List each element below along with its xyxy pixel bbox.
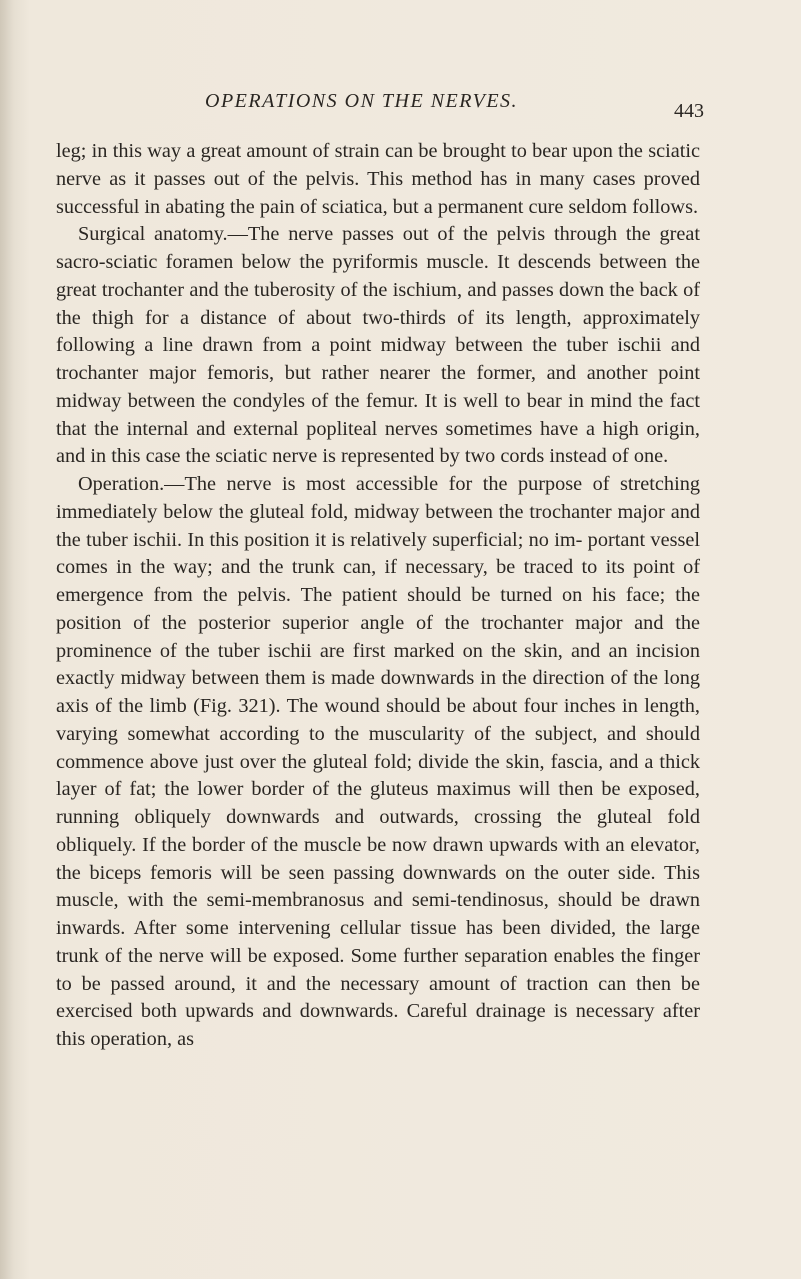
page-number: 443 xyxy=(674,100,704,122)
running-head xyxy=(55,78,755,128)
paragraph-surgical-anatomy: Surgical anatomy.—The nerve passes out of the pelvis through the great sacro-sciatic foramen below the pyriformis muscle. It descends between the great trochanter and the tuberosity of the ischium, and passes down the back of the thigh for a distance of about two-thirds of its length, approximately following a line drawn from a point midway between the tuber ischii and trochanter major femoris, but rather nearer the former, and another point midway between the condyles of the femur. It is well to bear in mind the fact that the internal and external popliteal nerves sometimes have a high origin, and in this case the sciatic nerve is represented by two cords instead of one. xyxy=(56,223,700,468)
running-title: OPERATIONS ON THE NERVES. xyxy=(205,90,519,112)
paragraph-operation: Operation.—The nerve is most accessible for the purpose of stretching immediately below the gluteal fold, midway between the trochanter major and the tuber ischii. In this position it is relatively superficial; no im- portant vessel comes in the way; and the trunk can, if necessary, be traced to its point of emergence from the pelvis. The patient should be turned on his face; the position of the posterior superior angle of the trochanter major and the prominence of the tuber ischii are first marked on the skin, and an incision exactly midway between them is made downwards in the direction of the long axis of the limb (Fig. 321). The wound should be about four inches in length, varying somewhat according to the muscularity of the subject, and should commence above just over the gluteal fold; divide the skin, fascia, and a thick layer of fat; the lower border of the gluteus maximus will then be exposed, running obliquely downwards and outwards, crossing the gluteal fold obliquely. If the border of the muscle be now drawn upwards with an elevator, the biceps femoris will be seen passing downwards on the outer side. This muscle, with the semi-membranosus and semi-tendinosus, should be drawn inwards. After some intervening cellular tissue has been divided, the large trunk of the nerve will be exposed. Some further separation enables the finger to be passed around, it and the necessary amount of traction can then be exercised both upwards and downwards. Careful drainage is necessary after this operation, as xyxy=(56,473,700,1050)
body-text xyxy=(56,138,700,1054)
paragraph-continuation: leg; in this way a great amount of strain can be brought to bear upon the sciatic nerve as it passes out of the pelvis. This method has in many cases proved successful in abating the pain of sciatica, but a permanent cure seldom follows. xyxy=(56,140,700,218)
